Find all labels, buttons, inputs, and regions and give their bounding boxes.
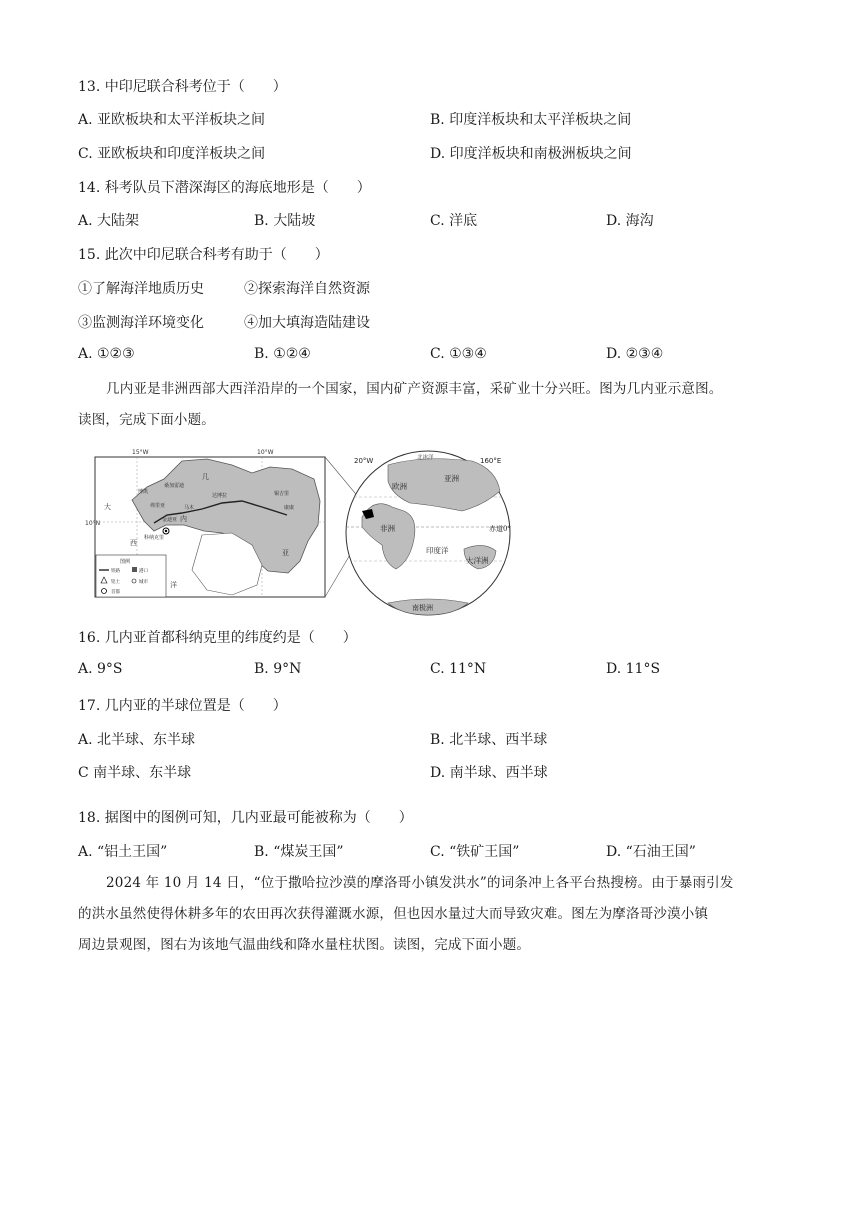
legend-item: 铁路 — [111, 569, 120, 574]
question-14-option-c[interactable]: C. 洋底 — [430, 213, 478, 229]
morocco-intro-line-3: 周边景观图，图右为该地气温曲线和降水量柱状图。读图，完成下面小题。 — [78, 937, 531, 953]
question-13-option-d[interactable]: D. 印度洋板块和南极洲板块之间 — [430, 146, 632, 162]
place-label: 康康 — [284, 505, 295, 511]
map-lon-15w-label: 15°W — [132, 449, 149, 456]
map-lon-10w-label: 10°W — [257, 449, 274, 456]
question-16-stem: 16. 几内亚首都科纳克里的纬度约是（ ） — [78, 630, 357, 646]
globe-label-africa: 非洲 — [380, 524, 395, 533]
legend-capital-icon — [102, 589, 107, 594]
question-18-option-a[interactable]: A. “铝土王国” — [78, 844, 168, 860]
place-label: 锡吉里 — [274, 491, 290, 497]
question-15-option-b[interactable]: B. ①②④ — [254, 346, 311, 362]
question-13-stem: 13. 中印尼联合科考位于（ ） — [78, 79, 287, 95]
map-char-ji: 几 — [202, 473, 209, 481]
question-17-option-a[interactable]: A. 北半球、东半球 — [78, 732, 196, 748]
map-char-yang: 洋 — [170, 581, 177, 589]
legend-city-icon — [132, 579, 136, 583]
question-15-item-3: ③监测海洋环境变化 — [78, 315, 204, 331]
legend-item: 首都 — [111, 590, 120, 595]
question-14-stem: 14. 科考队员下潜深海区的海底地形是（ ） — [78, 180, 371, 196]
map-char-xi: 西 — [130, 539, 137, 547]
guinea-map-figure — [85, 445, 522, 615]
guinea-intro-line-1: 几内亚是非洲西部大西洋沿岸的一个国家，国内矿产资源丰富，采矿业十分兴旺。图为几内亚示意图。 — [106, 381, 723, 397]
question-14-option-a[interactable]: A. 大陆架 — [78, 213, 140, 229]
legend-port-icon — [132, 567, 137, 572]
question-18-option-c[interactable]: C. “铁矿王国” — [430, 844, 520, 860]
question-18-stem: 18. 据图中的图例可知，几内亚最可能被称为（ ） — [78, 810, 413, 826]
question-16-option-d[interactable]: D. 11°S — [606, 661, 661, 677]
morocco-intro-line-2: 的洪水虽然使得休耕多年的农田再次获得灌溉水源，但也因水量过大而导致灾难。图左为摩洛哥沙漠小镇 — [78, 906, 709, 922]
map-lat-10n-label: 10°N — [85, 520, 101, 527]
question-15-option-d[interactable]: D. ②③④ — [606, 346, 664, 362]
question-14-option-d[interactable]: D. 海沟 — [606, 213, 654, 229]
question-17-option-d[interactable]: D. 南半球、西半球 — [430, 765, 548, 781]
place-label: 弗里亚 — [150, 503, 166, 509]
globe-label-equator: 赤道0° — [489, 525, 511, 533]
legend-item: 城市 — [139, 580, 148, 585]
question-15-option-a[interactable]: A. ①②③ — [78, 346, 135, 362]
guinea-intro — [78, 374, 786, 436]
globe-lon-left-label: 20°W — [354, 457, 374, 465]
question-15-option-c[interactable]: C. ①③④ — [430, 346, 487, 362]
question-17-stem: 17. 几内亚的半球位置是（ ） — [78, 698, 287, 714]
globe-label-antarctica: 南极洲 — [412, 604, 433, 612]
legend-title: 图例 — [120, 559, 131, 565]
map-char-da: 大 — [104, 503, 111, 511]
question-15-stem: 15. 此次中印尼联合科考有助于（ ） — [78, 247, 329, 263]
globe-label-europe: 欧洲 — [392, 482, 407, 491]
question-13-option-b[interactable]: B. 印度洋板块和太平洋板块之间 — [430, 112, 632, 128]
question-16-option-a[interactable]: A. 9°S — [78, 661, 123, 677]
question-18-option-b[interactable]: B. “煤炭王国” — [254, 844, 344, 860]
place-label: 金迪亚 — [162, 517, 178, 523]
place-label: 达博拉 — [212, 493, 228, 499]
place-label: 科纳克里 — [144, 535, 165, 541]
question-18-option-d[interactable]: D. “石油王国” — [606, 844, 696, 860]
globe-label-indian-ocean: 印度洋 — [426, 546, 449, 555]
globe-lon-right-label: 160°E — [480, 457, 502, 465]
morocco-intro — [78, 868, 786, 961]
question-15-item-2: ②探索海洋自然资源 — [244, 281, 370, 297]
question-15-item-4: ④加大填海造陆建设 — [244, 315, 370, 331]
place-label: 博凯 — [138, 489, 149, 495]
globe-label-arctic: 北冰洋 — [417, 455, 434, 461]
place-label: 桑加雷迪 — [164, 483, 185, 489]
globe-label-oceania: 大洋洲 — [466, 556, 489, 565]
question-14-option-b[interactable]: B. 大陆坡 — [254, 213, 316, 229]
morocco-intro-line-1: 2024 年 10 月 14 日，“位于撒哈拉沙漠的摩洛哥小镇发洪水”的词条冲上各平台热搜榜。由于暴雨引发 — [106, 875, 734, 891]
question-13-option-c[interactable]: C. 亚欧板块和印度洋板块之间 — [78, 146, 266, 162]
place-label: 马木 — [184, 505, 195, 511]
question-15-item-1: ①了解海洋地质历史 — [78, 281, 204, 297]
question-13-option-a[interactable]: A. 亚欧板块和太平洋板块之间 — [78, 112, 266, 128]
globe-label-asia: 亚洲 — [444, 474, 459, 483]
question-16-option-b[interactable]: B. 9°N — [254, 661, 302, 677]
legend-item: 铝土 — [111, 580, 120, 585]
legend-item: 港口 — [139, 569, 148, 574]
question-17-option-b[interactable]: B. 北半球、西半球 — [430, 732, 548, 748]
question-16-option-c[interactable]: C. 11°N — [430, 661, 487, 677]
map-char-ya: 亚 — [282, 549, 289, 557]
question-17-option-c[interactable]: C 南半球、东半球 — [78, 765, 192, 781]
guinea-intro-line-2: 读图，完成下面小题。 — [78, 412, 215, 428]
map-char-nei: 内 — [180, 515, 187, 523]
